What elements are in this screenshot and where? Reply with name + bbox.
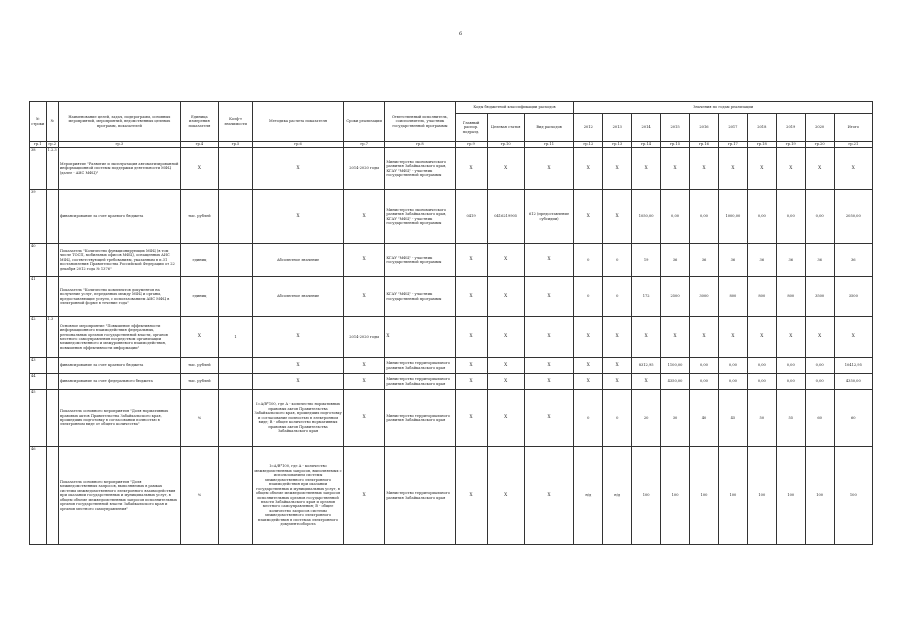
header-year: 2016 [690,114,719,142]
year-value-cell: 2500 [661,277,690,317]
item-number-cell [46,190,58,244]
table-row [30,244,873,277]
column-number: гр.12 [574,142,603,148]
unit-cell: тыс. рублей [180,358,218,374]
code-cell: Х [487,244,524,277]
code-cell: Х [455,317,487,358]
column-number: гр.6 [253,142,344,148]
year-value-cell: 3000 [690,277,719,317]
column-number: гр.5 [219,142,253,148]
method-cell: I=A/B*100, где А - количество нормативных правовых актов Правительства Забайкальского края, прошедших подготовку и согласование полностью в электронном виде; В - общее количество нормативных правовых актов Правительства Забайкальского края [253,390,344,447]
code-cell: Х [524,277,574,317]
column-number: гр.8 [385,142,455,148]
code-cell: Х [455,374,487,390]
header-coeff: Коэф-т значимости [219,102,253,142]
code-cell: Х [455,390,487,447]
coeff-cell [219,374,253,390]
code-cell: Х [487,374,524,390]
unit-cell: % [180,390,218,447]
header-year: 2015 [661,114,690,142]
name-cell: финансирование за счет федерального бюджета [58,374,180,390]
code-cell: Х [487,358,524,374]
row-number-cell: 43 [30,358,47,374]
year-value-cell: Х [574,317,603,358]
year-value-cell: 0,00 [747,358,776,374]
total-cell: 4350,00 [834,374,872,390]
year-value-cell: 4350,00 [661,374,690,390]
period-cell: Х [344,244,385,277]
year-value-cell: 0,00 [805,190,834,244]
year-value-cell: 100 [690,447,719,545]
year-value-cell: Х [574,148,603,190]
year-value-cell: 8312,95 [632,358,661,374]
code-cell: Х [524,317,574,358]
item-number-cell [46,447,58,545]
year-value-cell: н/д [603,447,632,545]
year-value-cell: Х [603,190,632,244]
code-cell: Х [455,447,487,545]
code-cell: Х [455,358,487,374]
item-number-cell [46,277,58,317]
column-number: гр.20 [805,142,834,148]
year-value-cell: 100 [661,447,690,545]
code-cell: 0416219905 [487,190,524,244]
column-number: гр.9 [455,142,487,148]
page-number: 6 [459,31,463,37]
name-cell: Показатель "Количество комплектов документов на получение услуг, переданных между МФЦ и органы, предоставляющие услуги, с использованием АИС МФЦ в электронной форме в течение года" [58,277,180,317]
column-number: гр.10 [487,142,524,148]
row-number-cell: 42 [30,317,47,358]
year-value-cell: 100 [718,447,747,545]
row-number-cell: 39 [30,190,47,244]
header-year: 2014 [632,114,661,142]
year-value-cell: Х [574,358,603,374]
code-cell: 0419 [455,190,487,244]
column-number: гр.15 [661,142,690,148]
year-value-cell: 36 [661,244,690,277]
year-value-cell: 100 [805,447,834,545]
year-value-cell: 0 [603,390,632,447]
table-row [30,390,873,447]
year-value-cell: 1000,00 [718,190,747,244]
column-number: гр.7 [344,142,385,148]
row-number-cell: 46 [30,447,47,545]
code-cell: Х [487,317,524,358]
header-year: 2012 [574,114,603,142]
code-cell: Х [524,374,574,390]
row-number-cell: 40 [30,244,47,277]
item-number-cell [46,244,58,277]
method-cell: Абсолютное значение [253,244,344,277]
year-value-cell: 0,00 [747,190,776,244]
executor-cell: Министерство территориального развития Забайкальского края [385,447,455,545]
code-cell: Х [524,390,574,447]
method-cell: I=A/B*100, где А - количество межведомственных запросов, выполняемых с использованием системы межведомственного электронного взаимодействия при оказании государственных и муниципальных услуг, в общем объеме межведомственных запросов исполнительных органов государственной власти Забайкальского края и органов местного самоуправления; В - общее количество запросов системы межведомственного электронного взаимодействия в системах электронного документооборота [253,447,344,545]
header-codes-group: Коды бюджетной классификации расходов [455,102,574,114]
year-value-cell: Х [574,374,603,390]
year-value-cell: 0,00 [690,374,719,390]
total-cell: 100 [834,447,872,545]
header-unit: Единица измерения показателя [180,102,218,142]
column-number: гр.19 [776,142,805,148]
period-cell: Х [344,390,385,447]
year-value-cell: Х [603,317,632,358]
year-value-cell: 100 [632,447,661,545]
year-value-cell: 60 [805,390,834,447]
header-name: Наименование целей, задач, подпрограмм, основных мероприятий, мероприятий, ведомственных целевых программ, показателей [58,102,180,142]
year-value-cell: 0,00 [776,358,805,374]
coeff-cell: 1 [219,317,253,358]
year-value-cell: 0,00 [661,190,690,244]
year-value-cell: 36 [776,244,805,277]
total-cell: Х [834,317,872,358]
year-value-cell: 36 [690,244,719,277]
coeff-cell [219,244,253,277]
year-value-cell: 50 [747,390,776,447]
coeff-cell [219,148,253,190]
table-row [30,317,873,358]
column-number: гр.21 [834,142,872,148]
header-values-group: Значения по годам реализации [574,102,873,114]
year-value-cell: Х [690,317,719,358]
column-number: гр.18 [747,142,776,148]
coeff-cell [219,190,253,244]
year-value-cell: Х [603,374,632,390]
header-year: 2018 [747,114,776,142]
header-total: Итого [834,114,872,142]
year-value-cell: Х [603,148,632,190]
period-cell: 2014-2020 годы [344,148,385,190]
year-value-cell: 36 [718,244,747,277]
year-value-cell: 0,00 [718,358,747,374]
row-number-cell: 38 [30,148,47,190]
unit-cell: % [180,447,218,545]
item-number-cell [46,390,58,447]
method-cell: Х [253,358,344,374]
year-value-cell: 36 [805,244,834,277]
year-value-cell: 0,00 [718,374,747,390]
year-value-cell: Х [718,317,747,358]
executor-cell: Министерство экономического развития Забайкальского края, КГАУ "МФЦ" - участник государственной программы [385,148,455,190]
year-value-cell: 1100,00 [661,358,690,374]
row-number-cell: 45 [30,390,47,447]
header-year: 2019 [776,114,805,142]
name-cell: финансирование за счет краевого бюджета [58,358,180,374]
year-value-cell: 45 [718,390,747,447]
code-cell: Х [455,148,487,190]
year-value-cell: 100 [776,447,805,545]
code-cell: Х [487,447,524,545]
year-value-cell: 0 [574,277,603,317]
coeff-cell [219,358,253,374]
code-cell: Х [524,148,574,190]
period-cell: 2014-2020 годы [344,317,385,358]
header-row-number: № строки [30,102,47,142]
code-cell: 612 (предоставление субсидии) [524,190,574,244]
header-year: 2020 [805,114,834,142]
year-value-cell: 0 [574,390,603,447]
year-value-cell: 40 [690,390,719,447]
name-cell: Показатель основного мероприятия "Доля межведомственных запросов, выполняемых в рамках системы межведомственного электронного взаимодействия при оказании государственных и муниципальных услуг, в общем объеме межведомственных запросов исполнительных органов государственной власти Забайкальского края и органов местного самоуправления" [58,447,180,545]
period-cell: Х [344,358,385,374]
code-cell: Х [487,390,524,447]
column-number: гр.3 [58,142,180,148]
coeff-cell [219,277,253,317]
year-value-cell: 0,00 [747,374,776,390]
table-row [30,190,873,244]
column-number: гр.13 [603,142,632,148]
year-value-cell: 0,00 [776,374,805,390]
year-value-cell: Х [718,148,747,190]
table-row [30,148,873,190]
year-value-cell: 30 [661,390,690,447]
year-value-cell: 100 [747,447,776,545]
year-value-cell: 800 [776,277,805,317]
header-method: Методика расчета показателя [253,102,344,142]
period-cell: Х [344,277,385,317]
code-cell: Х [524,244,574,277]
year-value-cell: Х [747,148,776,190]
method-cell: Абсолютное значение [253,277,344,317]
header-code-2: Целевая статья [487,114,524,142]
method-cell: Х [253,374,344,390]
name-cell: Мероприятие "Развитие и эксплуатация автоматизированной информационной системы поддержки деятельности МФЦ (далее - АИС МФЦ)" [58,148,180,190]
unit-cell: Х [180,317,218,358]
year-value-cell: 19 [632,244,661,277]
period-cell: Х [344,374,385,390]
year-value-cell: 0 [603,277,632,317]
name-cell: Показатель основного мероприятия "Доля нормативных правовых актов Правительства Забайкальского края, прошедших подготовку в согласовании полностью в электронном виде от общего количества" [58,390,180,447]
year-value-cell: 3500 [805,277,834,317]
executor-cell: Министерство территориального развития Забайкальского края [385,374,455,390]
year-value-cell: Х [632,374,661,390]
year-value-cell: 0,00 [690,190,719,244]
year-value-cell: Х [747,317,776,358]
header-number: № [46,102,58,142]
year-value-cell: 800 [747,277,776,317]
unit-cell: тыс. рублей [180,374,218,390]
code-cell: Х [524,358,574,374]
column-number: гр.14 [632,142,661,148]
year-value-cell: Х [661,148,690,190]
year-value-cell: 36 [747,244,776,277]
period-cell: Х [344,447,385,545]
executor-cell: Министерство экономического развития Забайкальского края, КГАУ "МФЦ" - участник государственной программы [385,190,455,244]
year-value-cell: 800 [718,277,747,317]
name-cell: финансирование за счет краевого бюджета [58,190,180,244]
year-value-cell: Х [776,148,805,190]
executor-cell: Министерство территориального развития Забайкальского края [385,358,455,374]
year-value-cell: н/д [574,447,603,545]
method-cell: Х [253,148,344,190]
item-number-cell: 1.2.3 [46,148,58,190]
item-number-cell: 1.3 [46,317,58,358]
year-value-cell: Х [805,148,834,190]
year-value-cell: Х [603,358,632,374]
table-row [30,277,873,317]
executor-cell: КГАУ "МФЦ" - участник государственной программы [385,277,455,317]
column-number: гр.2 [46,142,58,148]
method-cell: Х [253,317,344,358]
year-value-cell: Х [632,317,661,358]
table-row [30,374,873,390]
year-value-cell: 55 [776,390,805,447]
unit-cell: Х [180,148,218,190]
header-code-1: Главный распор. подразд. [455,114,487,142]
unit-cell: единиц [180,277,218,317]
year-value-cell: 172 [632,277,661,317]
name-cell: Основное мероприятие "Повышение эффективности информационного взаимодействия федеральных, региональных органов государственной власти, органов местного самоуправления посредством организации межведомственного и межуровневого взаимодействия, повышения эффективности информации" [58,317,180,358]
coeff-cell [219,447,253,545]
year-value-cell: 0 [603,244,632,277]
executor-cell: Министерство территориального развития Забайкальского края [385,390,455,447]
column-number: гр.1 [30,142,47,148]
code-cell: Х [524,447,574,545]
year-value-cell: Х [690,148,719,190]
total-cell: 60 [834,390,872,447]
year-value-cell: Х [632,148,661,190]
year-value-cell: 0,00 [776,190,805,244]
code-cell: Х [455,244,487,277]
total-cell: Х [834,148,872,190]
year-value-cell: 0,00 [690,358,719,374]
program-table [29,101,873,545]
year-value-cell: Х [805,317,834,358]
year-value-cell: 0,00 [805,374,834,390]
column-number: гр.11 [524,142,574,148]
period-cell: Х [344,190,385,244]
year-value-cell: 1050,00 [632,190,661,244]
row-number-cell: 41 [30,277,47,317]
header-period: Сроки реализации [344,102,385,142]
header-executor: Ответственный исполнитель, соисполнитель, участник государственной программы [385,102,455,142]
item-number-cell [46,358,58,374]
year-value-cell: Х [661,317,690,358]
table-row [30,447,873,545]
code-cell: Х [487,148,524,190]
coeff-cell [219,390,253,447]
total-cell: 3500 [834,277,872,317]
year-value-cell: 20 [632,390,661,447]
row-number-cell: 44 [30,374,47,390]
header-year: 2017 [718,114,747,142]
column-number: гр.17 [718,142,747,148]
code-cell: Х [455,277,487,317]
column-number: гр.4 [180,142,218,148]
code-cell: Х [487,277,524,317]
item-number-cell [46,374,58,390]
year-value-cell: 0 [574,244,603,277]
total-cell: 36 [834,244,872,277]
name-cell: Показатель "Количество функционирующих МФЦ (в том числе ТОСП, мобильных офисов МФЦ), оснащенных АИС МФЦ, соответствующей требованиям, указанным в п.31 постановления Правительства Российской Федерации от 22 декабря 2012 года № 1376" [58,244,180,277]
unit-cell: тыс. рублей [180,190,218,244]
total-cell: 10412,95 [834,358,872,374]
column-number: гр.16 [690,142,719,148]
header-code-3: Вид расходов [524,114,574,142]
method-cell: Х [253,190,344,244]
total-cell: 2050,00 [834,190,872,244]
header-year: 2013 [603,114,632,142]
table-row [30,358,873,374]
executor-cell: Х [385,317,455,358]
unit-cell: единиц [180,244,218,277]
year-value-cell: Х [776,317,805,358]
year-value-cell: Х [574,190,603,244]
year-value-cell: 0,00 [805,358,834,374]
executor-cell: КГАУ "МФЦ" - участник государственной программы [385,244,455,277]
